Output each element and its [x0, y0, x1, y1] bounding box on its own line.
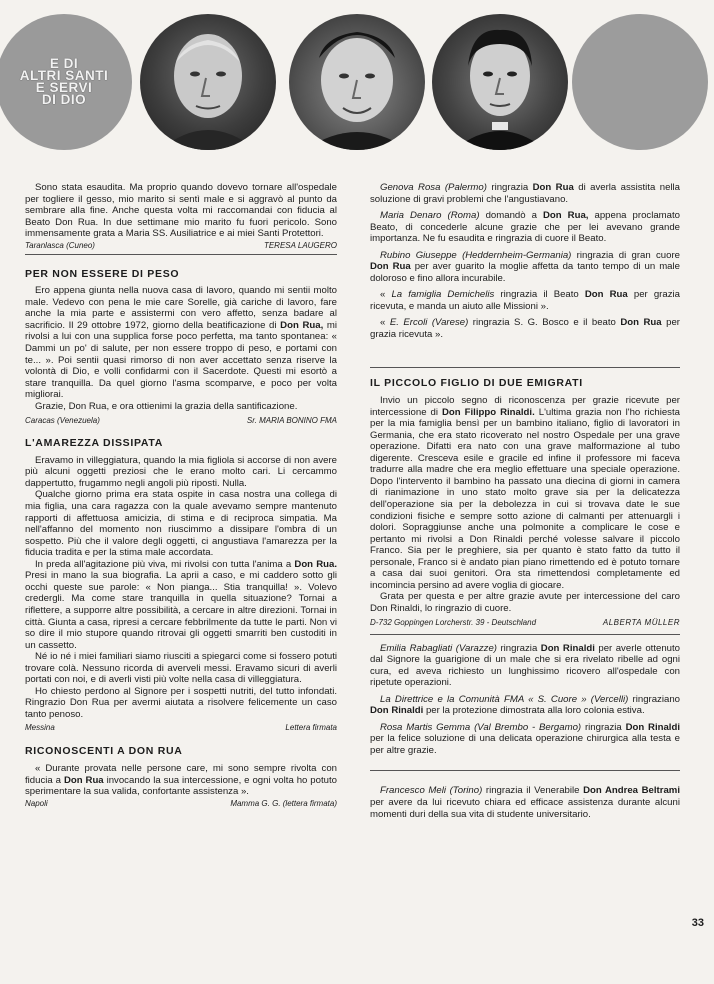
section-heading: L'AMAREZZA DISSIPATA — [25, 437, 164, 450]
signature: Caracas (Venezuela) Sr. MARIA BONINO FMA — [25, 416, 337, 426]
intro-paragraph: Sono stata esaudita. Ma proprio quando dovevo tornare all'ospedale per togliere il gesso, mio marito si sentì male e si aggravò al punto da sembrare alla fine. Anche questa volta mi raccomandai con fiducia al Beato Don Rua. In due settimane mio marito fu fuori pericolo. Sono immensamente grata a Maria SS. Ausiliatrice e ai miei Santi Protettori. — [25, 182, 337, 240]
thanks-entry: Genova Rosa (Palermo) ringrazia Don Rua di averla assistita nella soluzione di gravi problemi che l'angustiavano. — [370, 182, 681, 205]
page-number: 33 — [691, 917, 704, 929]
divider — [370, 770, 680, 771]
portrait-young-man — [432, 14, 568, 150]
paragraph: Ero appena giunta nella nuova casa di lavoro, quando mi sentii molto male. Vedevo con pena le mie care Sorelle, già cariche di lavoro, fare anche la mia parte e assistermi con vero affetto, senza badare al sacrificio. Il 29 ottobre 1972, giorno della beatificazione di Don Rua, mi rivolsi a lui con una supplica forse poco perfetta, ma tanto spontanea: « Dammi un po' di salute, per non essere troppo di peso, e portami con te... ». Poi sentii quasi rimorso di non aver accettato senza riserve la volontà di Dio, e volli confidarmi con il Sacerdote. Questi mi esortò a stare tranquilla. Da quel giorno l'asma scomparve, e poco per volta migliorai. — [25, 285, 337, 401]
thanks-entry: Emilia Rabagliati (Varazze) ringrazia Don Rinaldi per averle ottenuto dal Signore la guarigione di un male che si era rivelato ribelle ad ogni cura, ed aveva richiesto un lunghissimo ricovero all'ospedale con ripetute operazioni. — [370, 642, 681, 689]
section-heading: RICONOSCENTI A DON RUA — [25, 745, 183, 758]
section-heading: PER NON ESSERE DI PESO — [25, 267, 180, 280]
divider — [25, 254, 337, 255]
left-column — [25, 182, 337, 809]
signature: Messina Lettera firmata — [25, 723, 337, 733]
paragraph: Ho chiesto perdono al Signore per i sospetti nutriti, del tutto infondati. Ringrazio Don Rua per avermi aiutata a risolvere felicemente un caso tanto penoso. — [25, 685, 337, 720]
thanks-entry: Rosa Martis Gemma (Val Brembo - Bergamo) ringrazia Don Rinaldi per la felice soluzione di una delicata operazione chirurgica alla testa e per altre grazie. — [370, 721, 681, 756]
signature: Napoli Mamma G. G. (lettera firmata) — [25, 798, 337, 808]
paragraph: Né io né i miei familiari siamo riusciti a spiegarci come si fossero potuti trovare colà. Nessuno ricorda di averveli messi. Eravamo sicuri di averli portati con noi, e di averli visti più volte nella casa di villeggiatura. — [25, 651, 337, 686]
portrait-elderly-man — [140, 14, 276, 150]
thanks-entry: La Direttrice e la Comunità FMA « S. Cuore » (Vercelli) ringraziano Don Rinaldi per la protezione dimostrata alla loro colonia estiva. — [370, 693, 680, 717]
intro-signature: Taranlasca (Cuneo) TERESA LAUGERO — [25, 240, 337, 250]
blank-circle — [572, 14, 708, 150]
paragraph: Qualche giorno prima era stata ospite in casa nostra una collega di mia figlia, una cara ragazza con la quale avevamo sempre mantenuto rapporti di affettuosa amicizia, di stima e di reciproca simpatia. Ma nell'affanno del momento non riuscimmo a dissipare l'ombra di un sospetto. Più che il valore degli oggetti, ci angustiava l'amarezza per la fiducia tradita e per la stima male accordata. — [25, 489, 337, 559]
section-title: E DI ALTRI SANTI E SERVI DI DIO — [19, 56, 109, 107]
paragraph: In preda all'agitazione più viva, mi rivolsi con tutta l'anima a Don Rua. Presi in mano la sua biografia. La aprii a caso, e mi caddero sotto gli occhi queste sue parole: « Non pianga... Stia tranquilla! ». Volevo credergli. Ma come stare tranquilla in quella situazione? Tornai a riflettere, a supporre altre possibilità, a cercare in altre direzioni. Tornai in città. Giunta a casa, ripresi a cercare febbrilmente da tutte le parti. Non vi so dire il mio stupore quando ritrovai gli oggetti smarriti ben custoditi in un cassetto. — [25, 558, 338, 651]
paragraph: Invio un piccolo segno di riconoscenza per grazie ricevute per intercessione di Don Filippo Rinaldi. L'ultima grazia non l'ho richiesta per la mia famiglia bensì per un bambino italiano, figlio di lavoratori in Germania, che era stato ricoverato nel nostro Ospedale per una grave operazione. Difatti era nato con una grave malformazione al tubo digerente. Cresceva esile e gracile ed infine il professore mi faceva tradurre alla madre che era meglio effettuare una speciale operazione. Dopo l'intervento il bambino ha passato una diecina di giorni in camera di rianimazione in uno stato molto grave sia per la delicatezza dell'operazione sia per la debolezza in cui si trovava date le sue condizioni fisiche e sempre sotto azione di calmanti per attenuargli i dolori. Sopraggiunse anche una polmonite a complicare le cose e pertanto mi rivolsi a Don Rinaldi perché volesse salvare il piccolo Franco. Sia per le preghiere, sia per quanto è stato fatto da tutto il personale, Franco si è andato pian piano rimettendo ed è potuto tornare a casa dai suoi genitori. Ora sta rimettendosi completamente ed incomincia persino ad avere voglia di giocare. — [370, 395, 680, 591]
thanks-entry: Francesco Meli (Torino) ringrazia il Venerabile Don Andrea Beltrami per avere da lui ricevuto chiara ed efficace assistenza durante alcuni momenti duri della sua vita di studente universitario. — [370, 785, 681, 820]
divider — [370, 367, 680, 368]
section-heading: IL PICCOLO FIGLIO DI DUE EMIGRATI — [370, 376, 583, 389]
thanks-entry: Maria Denaro (Roma) domandò a Don Rua, appena proclamato Beato, di concederle alcune grazie che per lei avevano grande importanza. Ne fu esaudita e ringrazia di cuore il Beato. — [370, 210, 681, 245]
right-column — [370, 182, 680, 820]
divider — [370, 634, 680, 635]
portrait-priest-skullcap — [289, 14, 425, 150]
paragraph: « Durante provata nelle persone care, mi sono sempre rivolta con fiducia a Don Rua invocando la sua intercessione, e ogni volta ho potuto sperimentare la sua valida, confortante assistenza ». — [25, 762, 337, 798]
thanks-entry: Rubino Giuseppe (Heddernheim-Germania) ringrazia di gran cuore Don Rua per aver guarito la moglie affetta da tanto tempo di un male doloroso e fino allora incurabile. — [370, 249, 680, 284]
paragraph: Grata per questa e per altre grazie avute per intercessione del caro Don Rinaldi, lo ringrazio di cuore. — [370, 591, 680, 614]
signature: D-732 Goppingen Lorcherstr. 39 - Deutschland ALBERTA MÜLLER — [370, 617, 680, 627]
paragraph: Grazie, Don Rua, e ora ottienimi la grazia della santificazione. — [35, 400, 298, 412]
thanks-entry: « La famiglia Demichelis ringrazia il Beato Don Rua per grazia ricevuta, e manda un aiuto alle Missioni ». — [370, 289, 680, 312]
thanks-entry: « E. Ercoli (Varese) ringrazia S. G. Bosco e il beato Don Rua per grazia ricevuta ». — [370, 317, 680, 341]
paragraph: Eravamo in villeggiatura, quando la mia figliola si accorse di non avere più alcuni oggetti preziosi che le erano molto cari. Li cercammo dappertutto, frugammo negli angoli più riposti. Nulla. — [25, 454, 337, 489]
header-title-circle — [0, 14, 132, 150]
